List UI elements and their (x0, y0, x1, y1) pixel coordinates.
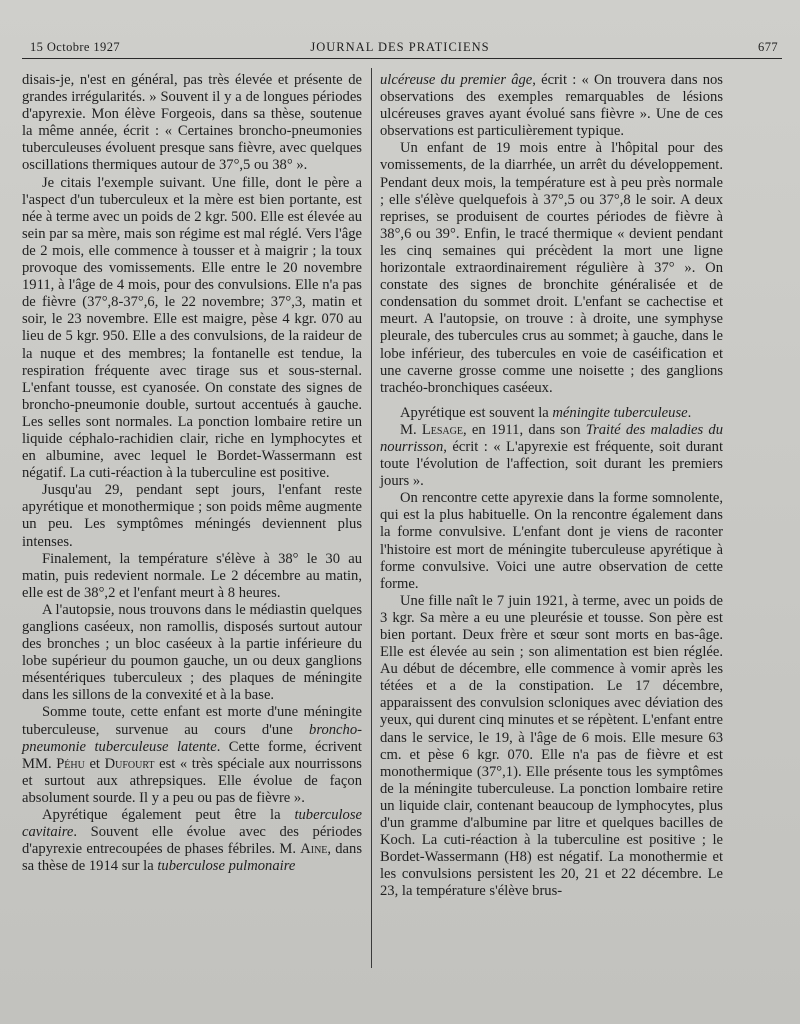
text-run: . (687, 404, 692, 421)
running-header (0, 34, 800, 58)
paragraph (380, 593, 723, 901)
paragraph (22, 807, 362, 875)
header-rule (22, 58, 782, 59)
paragraph (22, 551, 362, 602)
text-run: broncho-pneumonie tuberculeuse latente (22, 721, 362, 755)
text-run: Apyrétique est souvent la (400, 404, 553, 421)
paragraph (380, 490, 723, 593)
text-run: Somme toute, cette enfant est morte d'une méningite tuberculeuse, survenue au cours d'une (22, 704, 362, 738)
text-run: Traité des maladies du nourrisson (380, 421, 724, 455)
text-run: , dans sa thèse de 1914 sur la (22, 841, 362, 875)
text-run: Je citais l'exemple suivant. Une fille, dont le père a l'aspect d'un tuberculeux et la mère est bien portante, est née à terme avec un poids de 2 kgr. 500. Elle est élevée au sein par sa mère, mais son régime est mal réglé. Vers l'âge de 2 mois, elle commence à tousser et à maigrir ; la toux provoque des vomissements. Elle entre le 20 novembre 1911, à l'âge de 4 mois, pour des convulsions. Elle n'a pas de fièvre (37°,8-37°,6, le 22 novembre; 37°,3, matin et soir, le 23 novembre. Elle est maigre, pèse 4 kgr. 070 au lieu de 5 kgr. 950. Elle a des convulsions, de la raideur de la nuque et des membres; la fontanelle est tendue, la respiration fréquente avec tirage sus et sous-sternal. L'enfant tousse, est cyanosée. On constate des signes de broncho-pneumonie double, surtout accentués à gauche. Les selles sont normales. La ponction lombaire retire un liquide céphalo-rachidien clair, riche en lymphocytes et en albumine, avec lequel le Bordet-Wassermann est négatif. La cuti-réaction à la tuberculine est positive. (22, 174, 362, 482)
paragraph (380, 72, 723, 140)
text-run: tuberculose cavitaire (22, 807, 362, 841)
text-run: M. (400, 421, 422, 438)
text-run: Finalement, la température s'élève à 38° le 30 au matin, puis redevient normale. Le 2 décembre au matin, elle est de 38°,2 et l'enfant meurt à 8 heures. (22, 550, 362, 601)
paragraph (380, 422, 723, 490)
text-run: Apyrétique également peut être la (42, 807, 295, 824)
paragraph (22, 602, 362, 705)
text-run: A l'autopsie, nous trouvons dans le médiastin quelques ganglions caséeux, non ramollis, disposés surtout autour des bronches ; un bloc caséeux à la partie inférieure du lobe supérieur du poumon gauche, un ou deux ganglions mésentériques tuberculeux ; des plaques de méningite dans les sillons de la convexité et à la base. (22, 601, 362, 704)
text-run: disais-je, n'est en général, pas très élevée et présente de grandes irrégularités. » Souvent il y a de longues périodes d'apyrexie. Mon élève Forgeois, dans sa thèse, soutenue la même année, écrit : « Certaines broncho-pneumonies tuberculeuses évoluent presque sans fièvre, avec quelques oscillations thermiques autour de 37°,5 ou 38° ». (22, 72, 362, 174)
text-run: méningite tuberculeuse (552, 404, 688, 421)
text-run: Un enfant de 19 mois entre à l'hôpital pour des vomissements, de la diarrhée, un arrêt du développement. Pendant deux mois, la température est à peu près normale ; elle s'élève quelquefois à 37°,5 ou 37°,8 le soir. A deux reprises, se produisent de courtes périodes de fièvre à 38°,6 ou 39°. Enfin, le tracé thermique « devient pendant les cinq semaines qui précèdent la mort une ligne horizontale extraordinairement régulière à 37° ». On constate des signes de bronchite généralisée et de condensation du sommet droit. L'enfant se cachectise et meurt. A l'autopsie, on trouve : à droite, une symphyse pleurale, des tubercules crus au sommet; à gauche, dans le lobe inférieur, des tubercules en voie de caséification et une caverne grosse comme une noisette ; des ganglions trachéo-bronchiques caséeux. (380, 140, 723, 396)
text-run: Péhu (56, 755, 85, 772)
paragraph (380, 140, 723, 396)
text-run: On rencontre cette apyrexie dans la forme somnolente, qui est la plus habituelle. On la rencontre également dans la forme convulsive. L'enfant dont je viens de raconter l'histoire est mort de méningite tuberculeuse apyrétique à forme convulsive. Voici une autre observation de cette forme. (380, 490, 723, 592)
text-run: Jusqu'au 29, pendant sept jours, l'enfant reste apyrétique et monothermique ; son poids même augmente un peu. Les symptômes méningés deviennent plus intenses. (22, 482, 362, 550)
journal-title: JOURNAL DES PRATICIENS (310, 40, 490, 54)
paragraph (22, 482, 362, 550)
text-run: , écrit : « On trouvera dans nos observations des exemples remarquables de lésions ulcéreuses graves ayant évolué sans fièvre ». Une de ces observations est particulièrement typique. (380, 72, 723, 140)
text-run: Lesage (421, 421, 463, 438)
text-run: Une fille naît le 7 juin 1921, à terme, avec un poids de 3 kgr. Sa mère a eu une pleurésie et tousse. Son père est bien portant. Deux frère et sœur sont morts en bas-âge. Elle est élevée au sein ; son alimentation est bien réglée. Au début de décembre, elle commence à vomir après les tétées et a de la constipation. Le 17 décembre, apparaissent des convulsion scloniques avec déviation des yeux, qui durent cinq minutes et se répètent. L'enfant entre dans le service, le 19, à l'âge de 6 mois. Elle mesure 63 cm. et pèse 6 kgr. 070. Elle n'a pas de fièvre et est monothermique (37°,1). Elle présente tous les symptômes de la méningite tuberculeuse. La ponction lombaire retire un liquide clair, contenant beaucoup de lymphocytes, plus d'un gramme d'albumine par litre et quelques bacilles de Koch. La cuti-réaction à la tuberculine est positive ; le Bordet-Wassermann (H8) est négatif. La monothermie et les convulsions persistent les 20, 21 et 22 décembre. Le 23, la température s'élève brus- (380, 592, 723, 900)
paragraph (380, 405, 723, 422)
text-run: , écrit : « L'apyrexie est fréquente, soit durant toute l'évolution de l'affection, soit durant les premiers jours ». (380, 438, 723, 490)
header-date: 15 Octobre 1927 (30, 40, 121, 54)
text-run: , en 1911, dans son (462, 421, 586, 438)
text-run: et (84, 755, 105, 772)
text-run: Aine (300, 841, 328, 858)
text-run: . Souvent elle évolue avec des périodes d'apyrexie entrecoupées de phases fébriles. M. (22, 824, 362, 858)
text-run: est « très spéciale aux nourrissons et surtout aux athrepsiques. Elle évolue de façon absolument sourde. Il y a peu ou pas de fièvre ». (22, 755, 362, 806)
text-run: Dufourt (104, 755, 155, 772)
left-column (22, 72, 362, 875)
paragraph (22, 175, 362, 483)
paragraph (22, 704, 362, 807)
right-column (380, 72, 723, 901)
page-number: 677 (758, 40, 778, 54)
column-divider (371, 68, 372, 968)
text-run: ulcéreuse du premier âge (380, 72, 533, 88)
paragraph (22, 72, 362, 175)
text-run: . Cette forme, écrivent MM. (22, 738, 362, 772)
text-run: tuberculose pulmonaire (157, 858, 296, 875)
